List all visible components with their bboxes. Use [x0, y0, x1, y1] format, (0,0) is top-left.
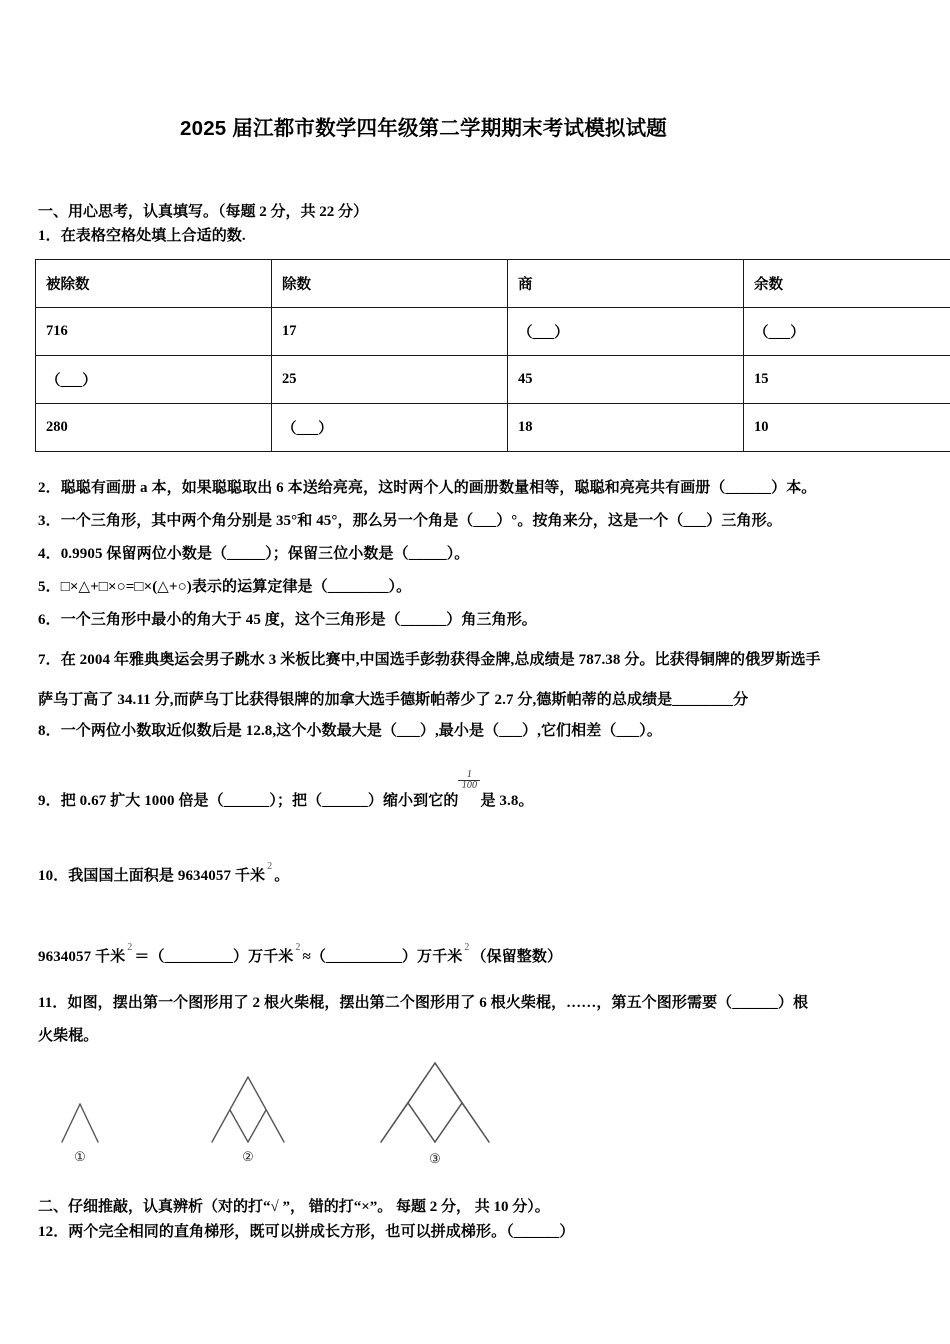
matchstick-figure-1-icon: [45, 1100, 115, 1148]
superscript-two: 2: [295, 942, 301, 953]
question-3: 3．一个三角形，其中两个角分别是 35°和 45°，那么另一个角是（___）°。按角来分，这是一个（___）三角形。: [38, 513, 782, 529]
table-cell: 18: [508, 404, 744, 452]
matchstick-figure-3-icon: [365, 1058, 505, 1150]
question-9-text-after: 是 3.8。: [480, 793, 534, 809]
section-one-heading: 一、用心思考，认真填写。（每题 2 分，共 22 分）: [38, 204, 369, 220]
question-10-note: （保留整数）: [471, 949, 563, 965]
question-10-blank-2[interactable]: ≈（__________）万千米: [302, 949, 463, 965]
page-title: 2025 届江都市数学四年级第二学期期末考试模拟试题: [180, 117, 667, 140]
matchstick-figure-2-icon: [193, 1072, 303, 1148]
table-cell: 15: [744, 356, 950, 404]
fraction-numerator: 1: [466, 769, 472, 780]
division-table: [35, 259, 950, 452]
matchstick-figure-group: [35, 1062, 505, 1177]
question-4: 4．0.9905 保留两位小数是（_____）；保留三位小数是（_____）。: [38, 546, 470, 562]
question-9: [38, 769, 534, 811]
table-cell: 10: [744, 404, 950, 452]
question-10-text: 10．我国国土面积是 9634057 千米: [38, 868, 266, 884]
question-7-line-2: [38, 690, 748, 710]
question-8: 8．一个两位小数取近似数后是 12.8,这个小数最大是（___）,最小是（___）,它们相差（___）。: [38, 723, 662, 739]
fraction-denominator: 100: [458, 780, 480, 791]
question-1-stem: 1．在表格空格处填上合适的数.: [38, 228, 246, 244]
matchstick-figure-2-label: ②: [242, 1149, 254, 1164]
question-10-blank-1[interactable]: ＝（_________）万千米: [134, 949, 294, 965]
matchstick-figure-3-label: ③: [429, 1151, 441, 1166]
table-cell: 17: [272, 308, 508, 356]
section-two-heading: 二、仔细推敲，认真辨析（对的打“√ ”， 错的打“×”。 每题 2 分， 共 10 分）。: [38, 1199, 550, 1215]
question-6: 6．一个三角形中最小的角大于 45 度，这个三角形是（______）角三角形。: [38, 612, 537, 628]
table-cell[interactable]: （___）: [36, 356, 272, 404]
question-7-line-1: 7．在 2004 年雅典奥运会男子跳水 3 米板比赛中,中国选手彭勃获得金牌,总成绩是 787.38 分。比获得铜牌的俄罗斯选手: [38, 652, 821, 668]
table-cell[interactable]: （___）: [272, 404, 508, 452]
question-11-line-1: 11．如图，摆出第一个图形用了 2 根火柴棍，摆出第二个图形用了 6 根火柴棍，……，第五个图形需要（______）根: [38, 995, 809, 1011]
table-cell: 45: [508, 356, 744, 404]
table-row: [36, 404, 950, 452]
matchstick-figure-3: [365, 1058, 505, 1167]
question-11-line-2: 火柴棍。: [38, 1028, 99, 1044]
table-header-remainder: 余数: [744, 260, 950, 308]
table-cell: 280: [36, 404, 272, 452]
question-10-line-2: [38, 943, 562, 967]
question-2: 2．聪聪有画册 a 本，如果聪聪取出 6 本送给亮亮，这时两个人的画册数量相等，聪聪和亮亮共有画册（______）本。: [38, 480, 817, 496]
question-12: 12．两个完全相同的直角梯形，既可以拼成长方形，也可以拼成梯形。（______）: [38, 1224, 575, 1240]
table-row: [36, 356, 950, 404]
question-7-text: 萨乌丁高了 34.11 分,而萨乌丁比获得银牌的加拿大选手德斯帕蒂少了 2.7 分,德斯帕蒂的总成绩是: [38, 692, 673, 708]
question-10-line-1: [38, 862, 289, 886]
question-10-period: 。: [274, 868, 290, 884]
table-header-divisor: 除数: [272, 260, 508, 308]
superscript-two: 2: [267, 861, 273, 872]
table-cell[interactable]: （___）: [508, 308, 744, 356]
superscript-two: 2: [464, 942, 470, 953]
matchstick-figure-2: [193, 1072, 303, 1165]
table-cell: 25: [272, 356, 508, 404]
table-cell: 716: [36, 308, 272, 356]
question-5: 5．□×△+□×○=□×(△+○)表示的运算定律是（________）。: [38, 579, 412, 595]
superscript-two: 2: [127, 942, 133, 953]
question-7-unit: 分: [733, 692, 749, 708]
table-cell[interactable]: （___）: [744, 308, 950, 356]
matchstick-figure-1: [45, 1100, 115, 1165]
table-row: [36, 308, 950, 356]
question-10-value: 9634057 千米: [38, 949, 126, 965]
matchstick-figure-1-label: ①: [74, 1149, 86, 1164]
table-header-dividend: 被除数: [36, 260, 272, 308]
question-7-answer-blank[interactable]: ________: [672, 692, 734, 708]
question-9-text-before: 9．把 0.67 扩大 1000 倍是（______）；把（______）缩小到它的: [38, 793, 459, 809]
table-header-quotient: 商: [508, 260, 744, 308]
fraction-one-hundredth: [458, 770, 480, 791]
table-header-row: [36, 260, 950, 308]
